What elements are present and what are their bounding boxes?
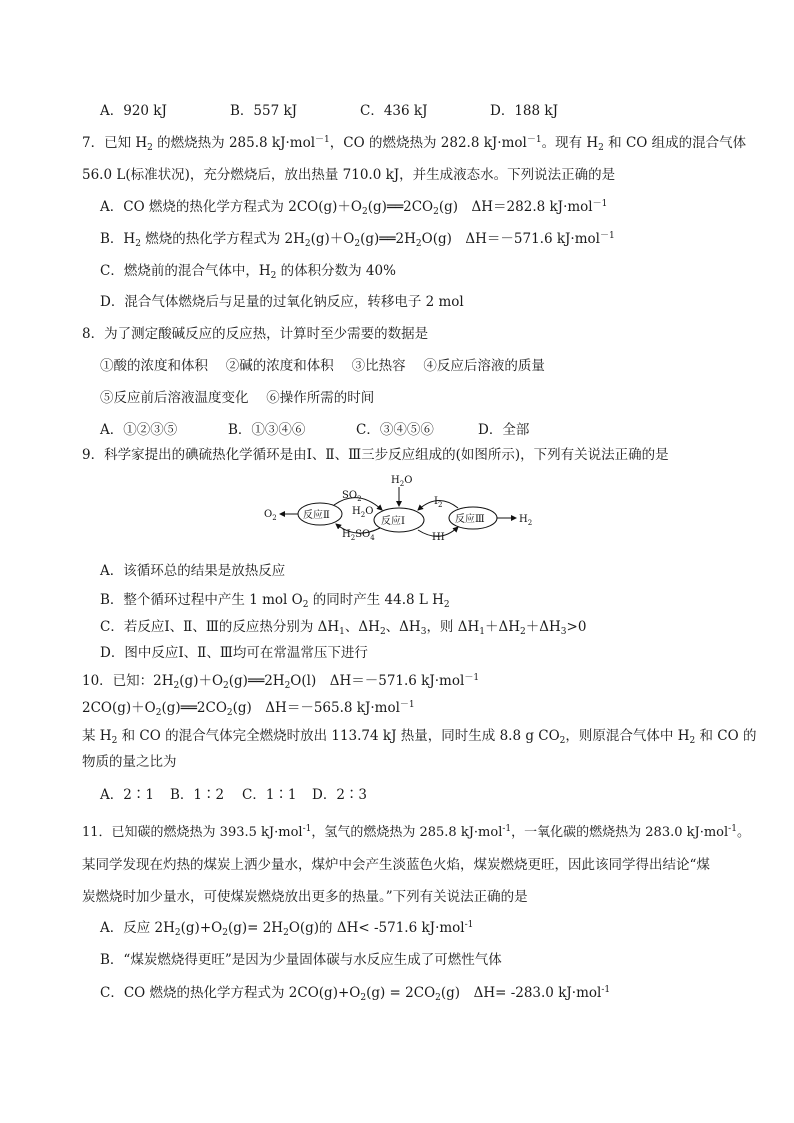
q8-option-d: D．全部: [478, 422, 530, 438]
q11-stem-line2: 某同学发现在灼热的煤炭上洒少量水，煤炉中会产生淡蓝色火焰，煤炭燃烧更旺，因此该同学得出结论“煤: [82, 857, 710, 873]
q8-items-line1: ①酸的浓度和体积 ②碱的浓度和体积 ③比热容 ④反应后溶液的质量: [100, 358, 545, 374]
q11-stem-line3: 炭燃烧时加少量水，可使煤炭燃烧放出更多的热量。”下列有关说法正确的是: [82, 889, 528, 905]
q9-option-c: C．若反应Ⅰ、Ⅱ、Ⅲ的反应热分别为 $\Delta H_1$、$\Delta H_2$、$\Delta H_3$，则 $\Delta H_1+\Delta H_2+\Delta H_3>0$: [100, 619, 587, 637]
q7-stem-line2: 56.0 L(标准状况)，充分燃烧后，放出热量 710.0 kJ，并生成液态水。下列说法正确的是: [82, 167, 616, 183]
q7-option-b: B．$H_2$ 燃烧的热化学方程式为 $2H_2(g)+O_2(g)══2H_2O(g)$ ΔH＝－571.6 kJ·mol$^{-1}$: [100, 231, 615, 249]
q8-items-line2: ⑤反应前后溶液温度变化 ⑥操作所需的时间: [100, 390, 375, 406]
q11-option-b: B．“煤炭燃烧得更旺”是因为少量固体碳与水反应生成了可燃性气体: [100, 952, 502, 968]
q9-option-a: A．该循环总的结果是放热反应: [100, 563, 286, 579]
q6-option-d: D．188 kJ: [490, 103, 558, 119]
q7-option-c: C．燃烧前的混合气体中，$H_2$ 的体积分数为 40%: [100, 263, 396, 281]
q8-option-c: C．③④⑤⑥: [356, 422, 434, 438]
q11-option-c: C．CO 燃烧的热化学方程式为 $2CO(g)+O_2(g) = 2CO_2(g)$ ΔH= -283.0 kJ·mol$^{-1}$: [100, 985, 611, 1003]
h2-label: $H_2$: [519, 514, 533, 527]
q7-stem-line1: 7．已知 $H_2$ 的燃烧热为 285.8 kJ·mol$^{-1}$，CO 的燃烧热为 282.8 kJ·mol$^{-1}$。现有 $H_2$ 和 CO 组成的混合气体: [82, 135, 747, 153]
q10-stem-line1: 某 $H_2$ 和 CO 的混合气体完全燃烧时放出 113.74 kJ 热量，同时生成 8.8 g $CO_2$，则原混合气体中 $H_2$ 和 CO 的: [82, 728, 757, 746]
q7-option-d: D．混合气体燃烧后与足量的过氧化钠反应，转移电子 2 mol: [100, 294, 464, 310]
q6-options: [100, 101, 700, 121]
iodine-sulfur-cycle-diagram: [258, 474, 538, 544]
reaction-2-label: 反应Ⅱ: [303, 510, 330, 521]
q10-option-c: C．1∶1: [242, 787, 297, 803]
q6-option-a: A．920 kJ: [100, 103, 167, 119]
o2-label: $O_2$: [264, 509, 277, 522]
q10-option-a: A．2∶1: [100, 787, 154, 803]
q9-stem: 9．科学家提出的碘硫热化学循环是由Ⅰ、Ⅱ、Ⅲ三步反应组成的(如图所示)，下列有关说法正确的是: [82, 447, 669, 463]
reaction-1-label: 反应Ⅰ: [381, 516, 405, 527]
q8-stem: 8．为了测定酸碱反应的反应热，计算时至少需要的数据是: [82, 326, 429, 342]
q10-stem-line2: 物质的量之比为: [82, 754, 177, 770]
q7-option-a: A．CO 燃烧的热化学方程式为 $2CO(g)+O_2(g)══2CO_2(g)$ ΔH＝282.8 kJ·mol$^{-1}$: [100, 199, 608, 217]
hi-label: HI: [432, 532, 445, 543]
q6-option-c: C．436 kJ: [360, 103, 428, 119]
q11-stem-line1: 11．已知碳的燃烧热为 393.5 kJ·mol$^{-1}$，氢气的燃烧热为 285.8 kJ·mol$^{-1}$，一氧化碳的燃烧热为 283.0 kJ·mol$^{-1}$。: [82, 824, 750, 840]
q10-options: [100, 785, 500, 805]
h2so4-label: $H_2SO_4$: [342, 529, 375, 542]
h2o-top-label: $H_2O$: [391, 475, 413, 488]
q9-option-b: B．整个循环过程中产生 1 mol $O_2$ 的同时产生 44.8 L $H_2$: [100, 592, 450, 610]
q11-option-a: A．反应 $2H_2(g)+O_2(g)= 2H_2O(g)$的 ΔH< -571.6 kJ·mol$^{-1}$: [100, 920, 474, 938]
i2-label: $I_2$: [434, 496, 443, 509]
q10-eq1: 10．已知：$2H_2(g)+O_2(g)══2H_2O(l)$ ΔH＝－571.6 kJ·mol$^{-1}$: [82, 673, 480, 691]
so2-label: $SO_2$: [342, 490, 362, 503]
q10-option-b: B．1∶2: [170, 787, 225, 803]
q8-option-b: B．①③④⑥: [228, 422, 306, 438]
q8-options: [100, 420, 700, 440]
h2o-mid-label: $H_2O$: [352, 506, 374, 519]
q9-option-d: D．图中反应Ⅰ、Ⅱ、Ⅲ均可在常温常压下进行: [100, 645, 368, 661]
q8-option-a: A．①②③⑤: [100, 422, 178, 438]
reaction-3-label: 反应Ⅲ: [455, 514, 485, 525]
q6-option-b: B．557 kJ: [230, 103, 298, 119]
q10-eq2: $2CO(g)+O_2(g)══2CO_2(g)$ ΔH＝－565.8 kJ·mol$^{-1}$: [82, 700, 415, 718]
q10-option-d: D．2∶3: [312, 787, 368, 803]
